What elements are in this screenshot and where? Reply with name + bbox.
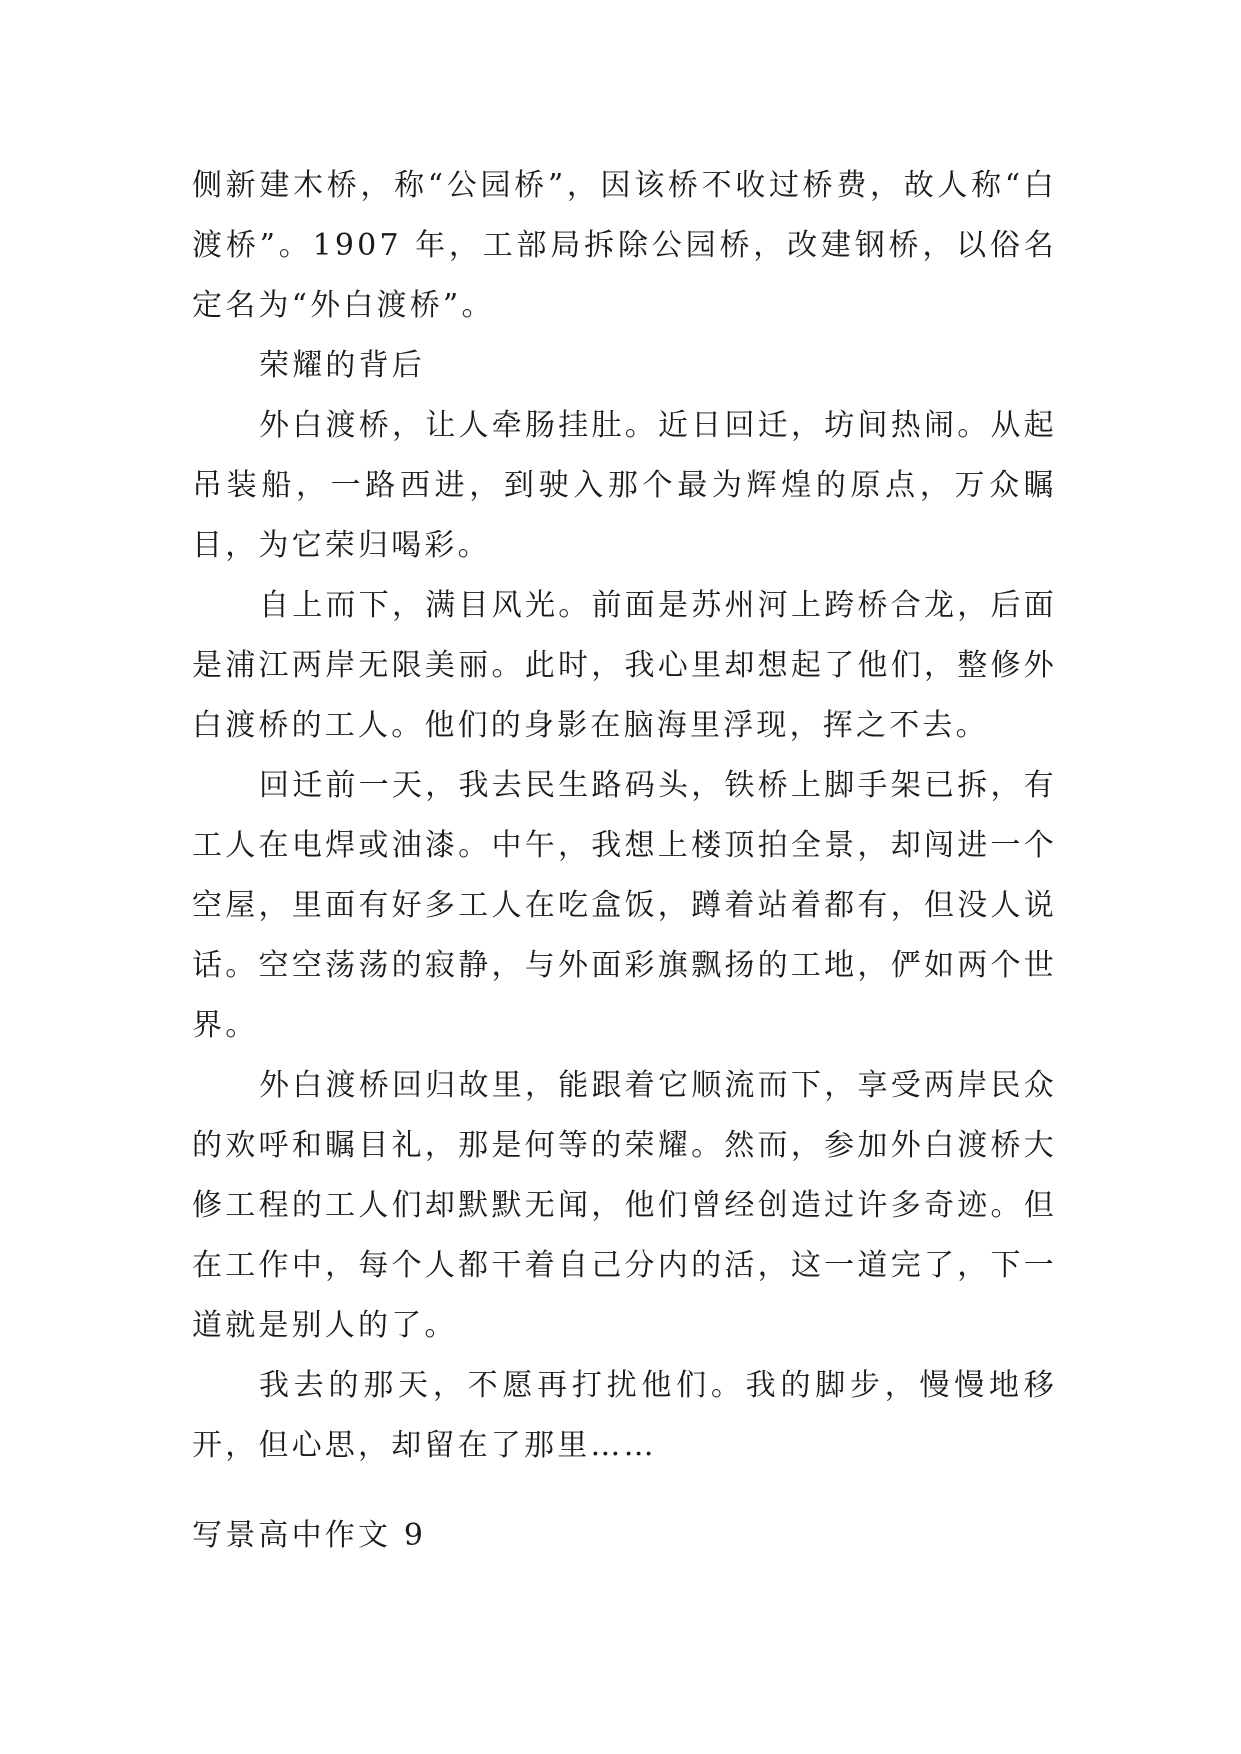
- subheading-glory-behind: 荣耀的背后: [259, 348, 425, 383]
- section-title: 写景高中作文 9: [192, 1518, 427, 1553]
- paragraph-bridge-naming: 侧新建木桥，称“公园桥”，因该桥不收过桥费，故人称“白渡桥”。1907 年，工部局拆除公园桥，改建钢桥，以俗名定名为“外白渡桥”。: [192, 168, 1057, 323]
- document-body: [192, 156, 1057, 1476]
- paragraph-unsung-workers: 外白渡桥回归故里，能跟着它顺流而下，享受两岸民众的欢呼和瞩目礼，那是何等的荣耀。然而，参加外白渡桥大修工程的工人们却默默无闻，他们曾经创造过许多奇迹。但在工作中，每个人都干着自己分内的活，这一道完了，下一道就是别人的了。: [192, 1068, 1057, 1343]
- paragraph-closing: 我去的那天，不愿再打扰他们。我的脚步，慢慢地移开，但心思，却留在了那里……: [192, 1368, 1057, 1463]
- paragraph-scenery: 自上而下，满目风光。前面是苏州河上跨桥合龙，后面是浦江两岸无限美丽。此时，我心里却想起了他们，整修外白渡桥的工人。他们的身影在脑海里浮现，挥之不去。: [192, 588, 1057, 743]
- paragraph-workers-lunch: 回迁前一天，我去民生路码头，铁桥上脚手架已拆，有工人在电焊或油漆。中午，我想上楼顶拍全景，却闯进一个空屋，里面有好多工人在吃盒饭，蹲着站着都有，但没人说话。空空荡荡的寂静，与外面彩旗飘扬的工地，俨如两个世界。: [192, 768, 1057, 1043]
- paragraph-bridge-return: 外白渡桥，让人牵肠挂肚。近日回迁，坊间热闹。从起吊装船，一路西进，到驶入那个最为辉煌的原点，万众瞩目，为它荣归喝彩。: [192, 408, 1057, 563]
